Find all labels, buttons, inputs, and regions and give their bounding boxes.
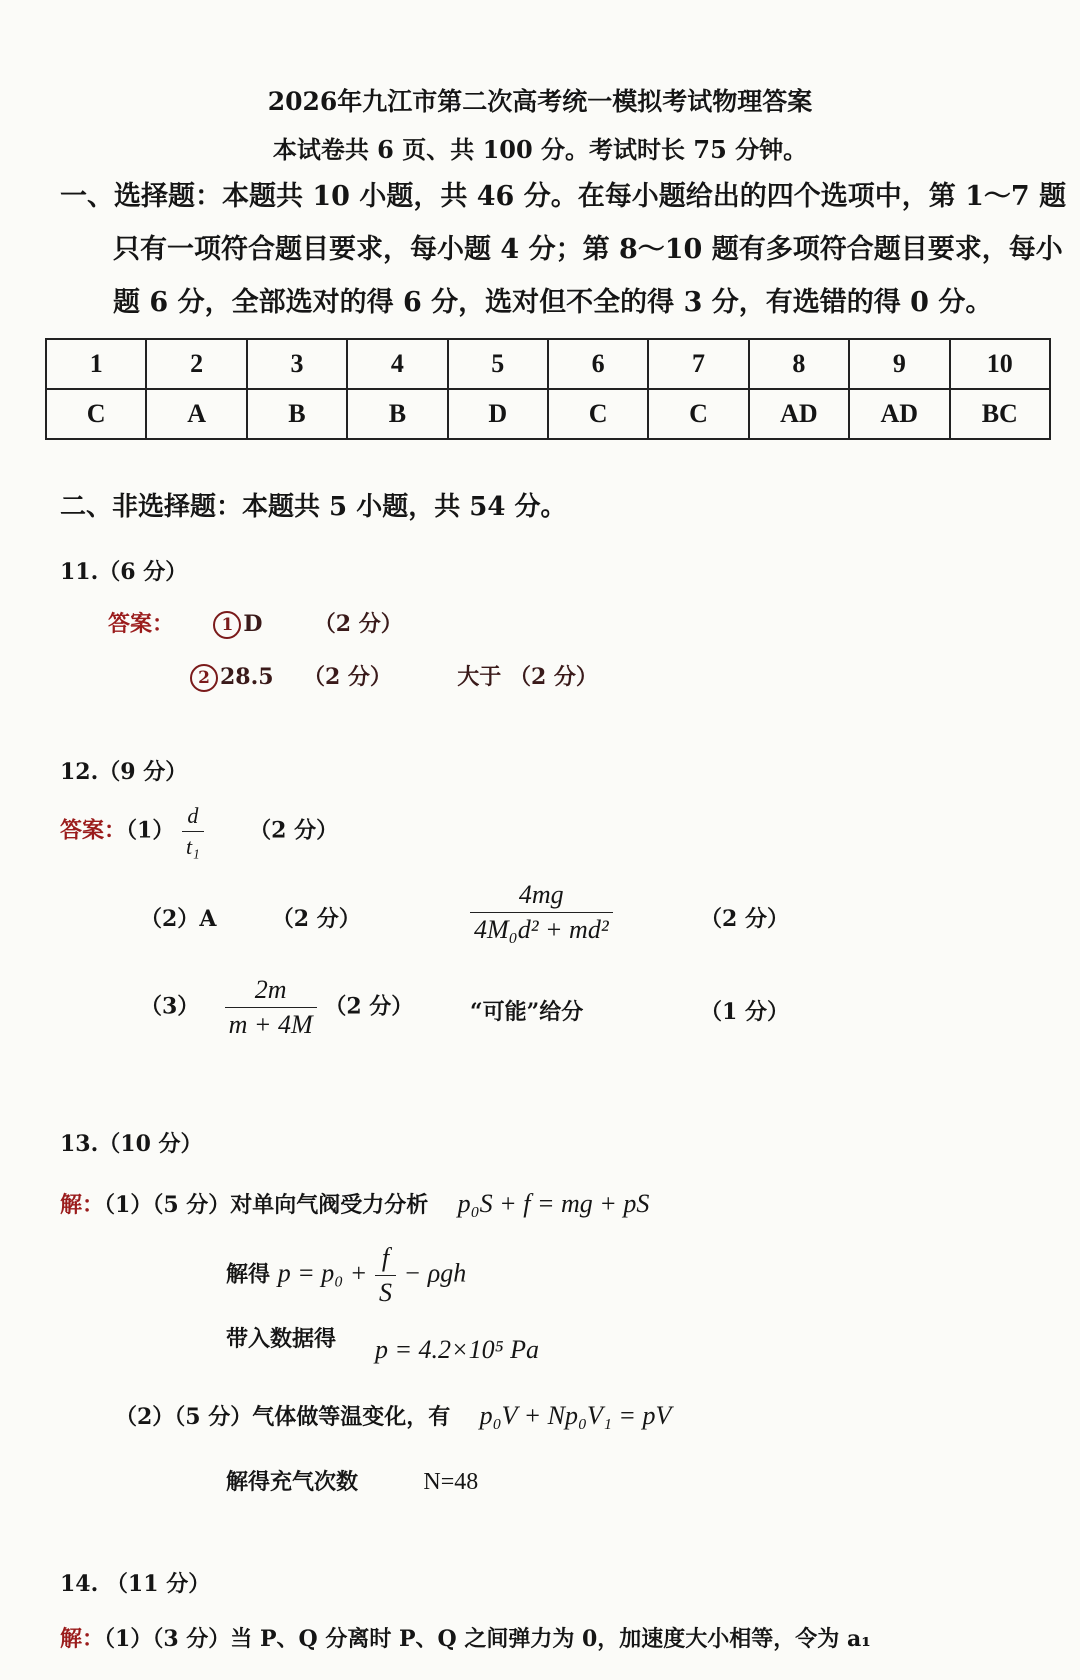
result-value: N=48	[423, 1469, 479, 1495]
q14-part1	[60, 1622, 871, 1653]
q12-label: 12.（9 分）	[60, 759, 188, 785]
section1-line2: 只有一项符合题目要求，每小题 4 分；第 8～10 题有多项符合题目要求，每小	[113, 234, 1063, 265]
table-cell: 1	[46, 339, 146, 389]
denominator: S	[379, 1278, 392, 1307]
circled-number: 2	[190, 664, 218, 692]
table-row-answers	[46, 389, 1050, 439]
q11-score-3: （2 分）	[508, 664, 598, 690]
score: （2 分）	[324, 993, 414, 1020]
table-cell: 9	[849, 339, 949, 389]
table-cell: 8	[749, 339, 849, 389]
table-cell: C	[548, 389, 648, 439]
q13-result-pressure: p = 4.2×10⁵ Pa	[375, 1335, 540, 1364]
table-cell: B	[347, 389, 447, 439]
equation-force-balance: p₀S + f = mg + pS	[457, 1189, 650, 1218]
q11-score-2: （2 分）	[302, 664, 392, 690]
q14-label: 14. （11 分）	[60, 1571, 211, 1597]
part2-text: （2）（5 分）气体做等温变化，有	[115, 1404, 451, 1430]
q12-part3	[140, 975, 413, 1040]
q13-result	[226, 1465, 478, 1496]
part-number: （2）	[140, 906, 200, 932]
q13-label: 13.（10 分）	[60, 1131, 203, 1157]
part-number: （3）	[140, 993, 200, 1020]
part-number: （1）	[126, 817, 175, 844]
q12-part2-score2: （2 分）	[700, 906, 789, 932]
denominator: m + 4M	[228, 1010, 313, 1039]
solution-label: 解：	[60, 1626, 105, 1652]
numerator: d	[182, 803, 204, 832]
table-cell: 7	[648, 339, 748, 389]
equation-p-left: p = p₀ +	[277, 1258, 368, 1288]
solve-label: 解得	[226, 1261, 271, 1288]
circled-number: 1	[213, 611, 241, 639]
fraction	[375, 1243, 396, 1308]
numerator: f	[375, 1243, 396, 1276]
page-title: 2026年九江市第二次高考统一模拟考试物理答案	[267, 87, 813, 116]
numerator: 2m	[225, 975, 317, 1008]
part1-text: （1）（5 分）对单向气阀受力分析	[104, 1192, 429, 1218]
fraction	[225, 975, 317, 1040]
section1-line3: 题 6 分，全部选对的得 6 分，选对但不全的得 3 分，有选错的得 0 分。	[113, 287, 993, 318]
denominator: t₁	[186, 834, 200, 859]
q11-answer-line2	[190, 660, 598, 692]
table-row-numbers	[46, 339, 1050, 389]
equation-isothermal: p₀V + Np₀V₁ = pV	[479, 1401, 672, 1430]
q12-part2-formula	[470, 880, 613, 945]
table-cell: B	[247, 389, 347, 439]
solution-label: 解：	[60, 1192, 105, 1218]
table-cell: BC	[950, 389, 1050, 439]
score: （2 分）	[249, 817, 339, 844]
q13-part2	[115, 1400, 671, 1431]
q13-part1	[60, 1188, 649, 1219]
score: （2 分）	[271, 906, 361, 932]
result-label: 解得充气次数	[226, 1469, 359, 1495]
table-cell: C	[46, 389, 146, 439]
equation-p-right: − ρgh	[403, 1258, 467, 1288]
q11-answer-2: 28.5	[220, 664, 274, 690]
q11-answer-1: D	[243, 611, 263, 637]
answer-label: 答案：	[60, 817, 127, 844]
q12-part1	[60, 803, 338, 860]
q12-part3-note: “可能”给分	[470, 999, 584, 1025]
exam-info: 本试卷共 6 页、共 100 分。考试时长 75 分钟。	[272, 135, 808, 164]
table-cell: A	[146, 389, 246, 439]
fraction	[182, 803, 204, 860]
section2-heading: 二、非选择题：本题共 5 小题，共 54 分。	[60, 492, 567, 522]
fraction	[470, 880, 613, 945]
table-cell: 10	[950, 339, 1050, 389]
answer: A	[199, 906, 217, 932]
table-cell: 3	[247, 339, 347, 389]
section1-line1: 一、选择题：本题共 10 小题，共 46 分。在每小题给出的四个选项中，第 1～7 题	[60, 181, 1067, 212]
section1-instructions	[60, 170, 1066, 329]
numerator: 4mg	[470, 880, 613, 913]
answer-table	[45, 338, 1051, 440]
q13-substitute-label: 带入数据得	[226, 1326, 337, 1352]
q11-answer-line1	[108, 607, 403, 639]
answer-label: 答案：	[108, 611, 175, 637]
table-cell: AD	[849, 389, 949, 439]
table-cell: D	[448, 389, 548, 439]
q11-answer-3: 大于	[457, 664, 502, 690]
q12-part3-score2: （1 分）	[700, 999, 789, 1025]
q12-part2	[140, 902, 361, 933]
table-cell: 6	[548, 339, 648, 389]
q11-score-1: （2 分）	[313, 611, 403, 637]
table-cell: AD	[749, 389, 849, 439]
q13-solve-p	[226, 1243, 466, 1308]
table-cell: 5	[448, 339, 548, 389]
denominator: 4M₀d² + md²	[474, 915, 609, 944]
table-cell: 2	[146, 339, 246, 389]
q11-label: 11.（6 分）	[60, 559, 188, 585]
table-cell: C	[648, 389, 748, 439]
table-cell: 4	[347, 339, 447, 389]
part1-text: （1）（3 分）当 P、Q 分离时 P、Q 之间弹力为 0，加速度大小相等，令为 a₁	[104, 1626, 871, 1652]
